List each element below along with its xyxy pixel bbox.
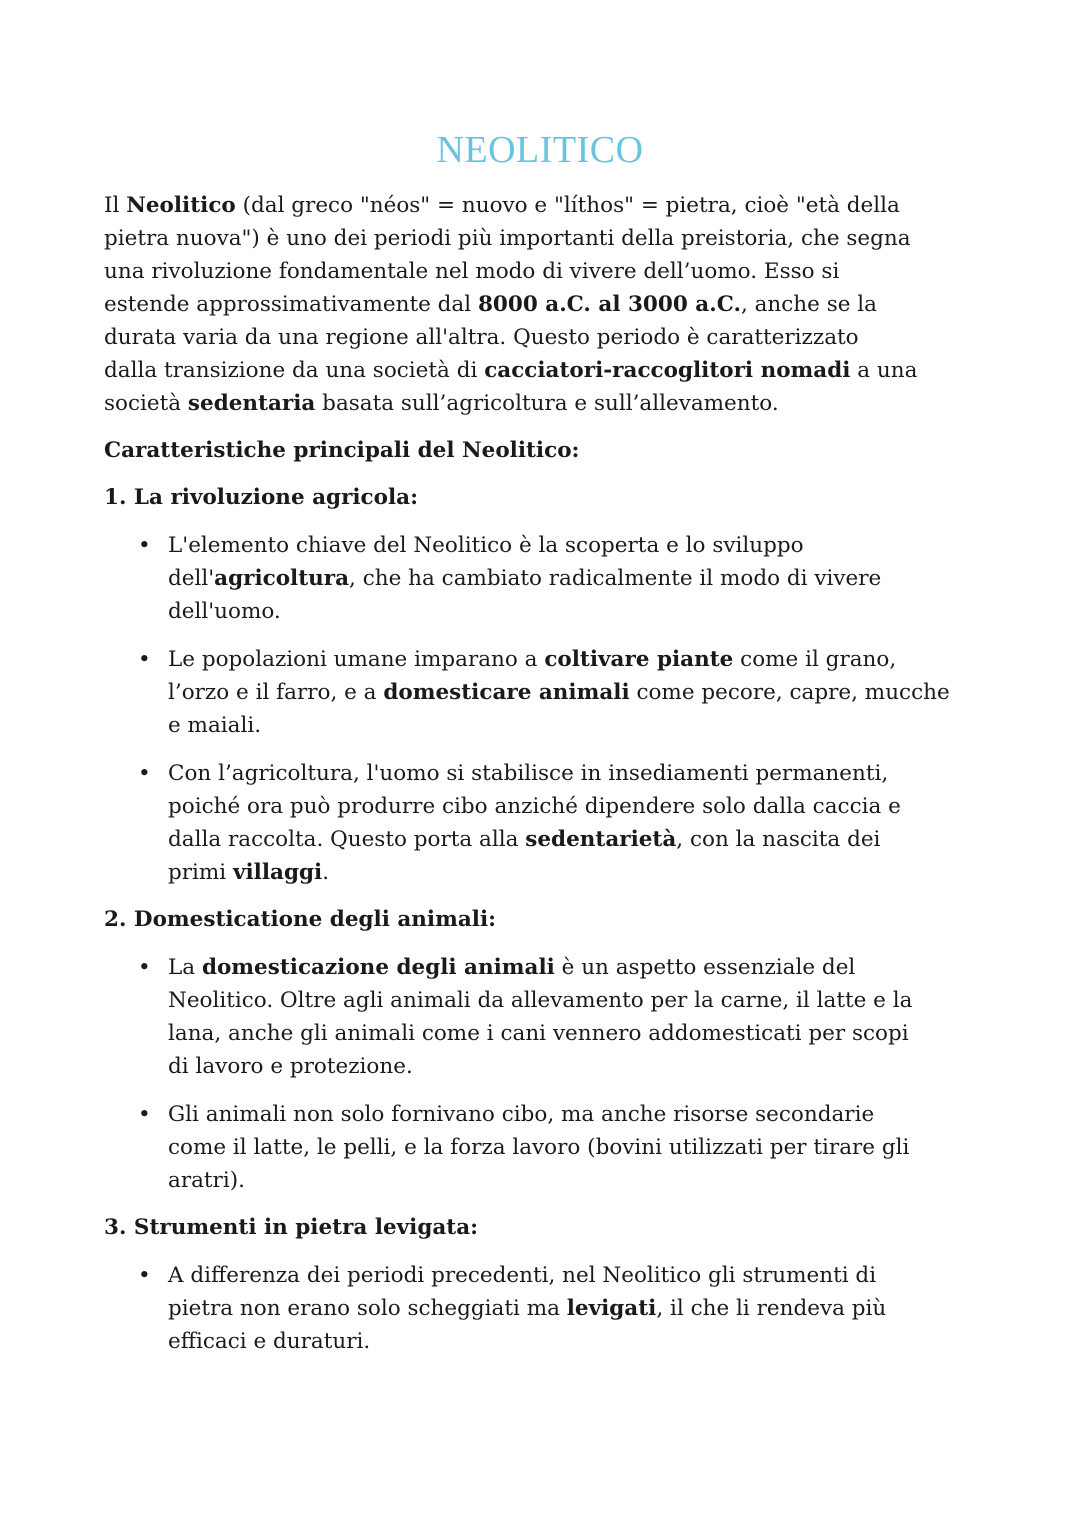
text: Il [104,193,127,218]
list-item-line [168,1164,245,1197]
intro-line [104,354,917,387]
text: , anche se la [740,292,878,317]
text: poiché ora può produrre cibo anziché dipendere solo dalla caccia e [168,794,901,819]
bullet-icon: • [138,647,151,672]
intro-line [104,387,779,420]
intro-line [104,189,900,222]
text: come pecore, capre, mucche [629,680,950,705]
list-item-line [168,823,880,856]
text: primi [168,860,234,885]
subsection-heading: 3. Strumenti in pietra levigata: [104,1215,479,1240]
text: efficaci e duraturi. [168,1329,371,1354]
list-item-line [168,1131,909,1164]
text: come il grano, [733,647,897,672]
section-heading: Caratteristiche principali del Neolitico: [104,438,580,463]
intro-line [104,222,911,255]
bold-text: 8000 a.C. al 3000 a.C. [477,292,741,317]
text: lana, anche gli animali come i cani vennero addomesticati per scopi [168,1021,909,1046]
bold-text: domesticazione degli animali [201,955,555,980]
text: Neolitico. Oltre agli animali da allevamento per la carne, il latte e la [168,988,913,1013]
intro-line [104,255,839,288]
text: l’orzo e il farro, e a [168,680,384,705]
text: dalla raccolta. Questo porta alla [168,827,526,852]
bullet-icon: • [138,533,151,558]
text: pietra non erano solo scheggiati ma [168,1296,567,1321]
list-item-line [168,1017,909,1050]
list-item-line [168,529,804,562]
subsection-heading: 2. Domesticatione degli animali: [104,907,497,932]
page-title: NEOLITICO [436,129,644,171]
bold-text: levigati [566,1296,657,1321]
text: A differenza dei periodi precedenti, nel Neolitico gli strumenti di [168,1263,877,1288]
text: dell'uomo. [168,599,281,624]
text: come il latte, le pelli, e la forza lavoro (bovini utilizzati per tirare gli [168,1135,910,1160]
list-item-line [168,562,881,595]
text: Le popolazioni umane imparano a [168,647,545,672]
bullet-icon: • [138,761,151,786]
list-item-line [168,757,888,790]
list-item-line [168,1259,876,1292]
list-item-line [168,709,261,742]
bullet-icon: • [138,1102,151,1127]
list-item-line [168,676,950,709]
bullet-icon: • [138,955,151,980]
text: basata sull’agricoltura e sull’allevamento. [315,391,779,416]
list-item-line [168,984,912,1017]
text: pietra nuova") è uno dei periodi più importanti della preistoria, che segna [104,226,911,251]
text: una rivoluzione fondamentale nel modo di vivere dell’uomo. Esso si [104,259,840,284]
text: a una [850,358,918,383]
intro-line [104,321,859,354]
bold-text: sedentarietà [525,827,677,852]
text: e maiali. [168,713,262,738]
text: Gli animali non solo fornivano cibo, ma anche risorse secondarie [168,1102,875,1127]
text: (dal greco "néos" = nuovo e "líthos" = pietra, cioè "età della [235,193,900,218]
subsection-heading: 1. La rivoluzione agricola: [104,485,419,510]
text: dell' [168,566,215,591]
list-item-line [168,951,855,984]
text: , il che li rendeva più [656,1296,887,1321]
bold-text: domesticare animali [383,680,630,705]
bold-text: coltivare piante [544,647,734,672]
bold-text: Neolitico [126,193,236,218]
list-item-line [168,643,896,676]
text: dalla transizione da una società di [104,358,485,383]
list-item-line [168,1098,874,1131]
text: , che ha cambiato radicalmente il modo di vivere [349,566,882,591]
text: è un aspetto essenziale del [554,955,856,980]
list-item-line [168,1050,413,1083]
bullet-icon: • [138,1263,151,1288]
bold-text: agricoltura [214,566,350,591]
list-item-line [168,1292,886,1325]
list-item-line [168,595,281,628]
bold-text: villaggi [233,860,323,885]
intro-line [104,288,877,321]
text: L'elemento chiave del Neolitico è la scoperta e lo sviluppo [168,533,804,558]
text: di lavoro e protezione. [168,1054,413,1079]
text: società [104,391,188,416]
list-item-line [168,856,329,889]
text: aratri). [168,1168,245,1193]
text: estende approssimativamente dal [104,292,478,317]
text: La [168,955,202,980]
list-item-line [168,790,901,823]
bold-text: sedentaria [187,391,316,416]
text: , con la nascita dei [676,827,881,852]
list-item-line [168,1325,370,1358]
text: . [322,860,330,885]
text: Con l’agricoltura, l'uomo si stabilisce in insediamenti permanenti, [168,761,889,786]
bold-text: cacciatori-raccoglitori nomadi [484,358,851,383]
text: durata varia da una regione all'altra. Questo periodo è caratterizzato [104,325,859,350]
